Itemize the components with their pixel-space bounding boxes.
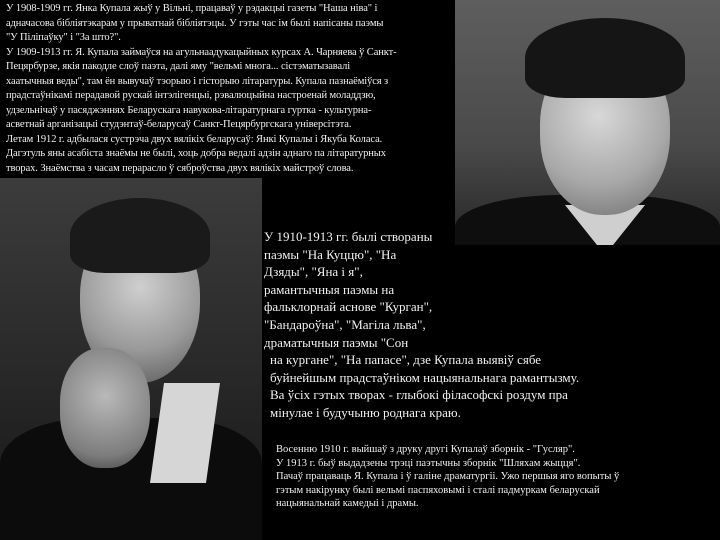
text-line: "Бандароўна", "Магіла льва", <box>264 316 426 332</box>
text-line: адначасова бібліятэкарам у прыватнай бібліятэцы. У гэты час ім былі напісаны паэмы <box>6 17 384 29</box>
text-line: гэтым накірунку былі вельмі паспяховымі і сталі падмуркам беларускай <box>276 484 600 496</box>
text-line: Пецярбурзе, якія пакодле слоў паэта, далі яму "вельмі многа... сістэматызавалі <box>6 61 351 72</box>
text-line: "У Піліпаўку" і "За што?". <box>6 32 121 43</box>
text-line: Восенню 1910 г. выйшаў з друку другі Купалаў зборнік - "Гусляр". <box>276 444 575 455</box>
portrait-hand <box>60 348 150 468</box>
text-line: Дагэтуль яны асабіста знаёмы не былі, хоць добра ведалі адзін аднаго па літаратурных <box>6 148 386 159</box>
text-line: нацыянальнай камедыі і драмы. <box>276 498 419 510</box>
intro-text-block <box>6 2 458 176</box>
text-line: Летам 1912 г. адбылася сустрэча двух вялікіх беларусаў: Янкі Купалы і Якуба Коласа. <box>6 133 383 145</box>
text-line: Ва ўсіх гэтых творах - глыбокі філасофскі роздум пра <box>270 387 568 403</box>
text-line: асветнай арганізацыі студэнтаў-беларусаў Санкт-Пецярбургскага універсітэта. <box>6 119 352 130</box>
text-line: У 1910-1913 гг. былі створаны <box>264 229 433 244</box>
text-line: хаатычныя веды", там ён вывучаў тэорыю і гісторыю літаратуры. Купала пазнаёміўся з <box>6 75 389 87</box>
text-line: прадстаўнікамі перадавой рускай інтэлігенцыі, рэвалюцыйна настроенай моладдзю, <box>6 90 376 101</box>
text-line: мінулае і будучыню роднага краю. <box>270 404 461 420</box>
poems-text-block <box>264 228 716 422</box>
text-line: на кургане", "На папасе", дзе Купала выявіў сябе <box>270 352 542 368</box>
text-line: Пачаў працаваць Я. Купала і ў галіне драматургіі. Ужо першыя яго вопыты ў <box>276 471 620 483</box>
text-line: рамантычныя паэмы на <box>264 281 395 297</box>
text-line: У 1909-1913 гг. Я. Купала займаўся на агульнаадукацыйных курсах А. Чарняева ў Санкт- <box>6 46 397 58</box>
text-line: паэмы "На Куццю", "На <box>264 246 397 262</box>
portrait-photo-left <box>0 178 262 540</box>
text-line: Дзяды", "Яна і я", <box>264 264 363 280</box>
text-line: фальклорнай аснове "Курган", <box>264 299 433 315</box>
text-line: У 1913 г. быў выдадзены трэці паэтычны зборнік "Шляхам жыцця". <box>276 457 581 469</box>
portrait-hair <box>525 18 685 98</box>
text-line: удзельнічаў у пасяджэннях Беларускага навукова-літаратурнага гуртка - культурна- <box>6 104 372 116</box>
collections-text-block <box>276 443 716 511</box>
text-line: творах. Знаёмства з часам перарасло ў сяброўства двух вялікіх майстроў слова. <box>6 162 354 174</box>
portrait-photo-right <box>455 0 720 245</box>
portrait-hair <box>70 198 210 273</box>
text-line: драматычныя паэмы "Сон <box>264 334 409 350</box>
text-line: буйнейшым прадстаўніком нацыянальнага рамантызму. <box>270 369 580 385</box>
text-line: У 1908-1909 гг. Янка Купала жыў у Вільні, працаваў у рэдакцыі газеты "Наша ніва" і <box>6 3 378 14</box>
